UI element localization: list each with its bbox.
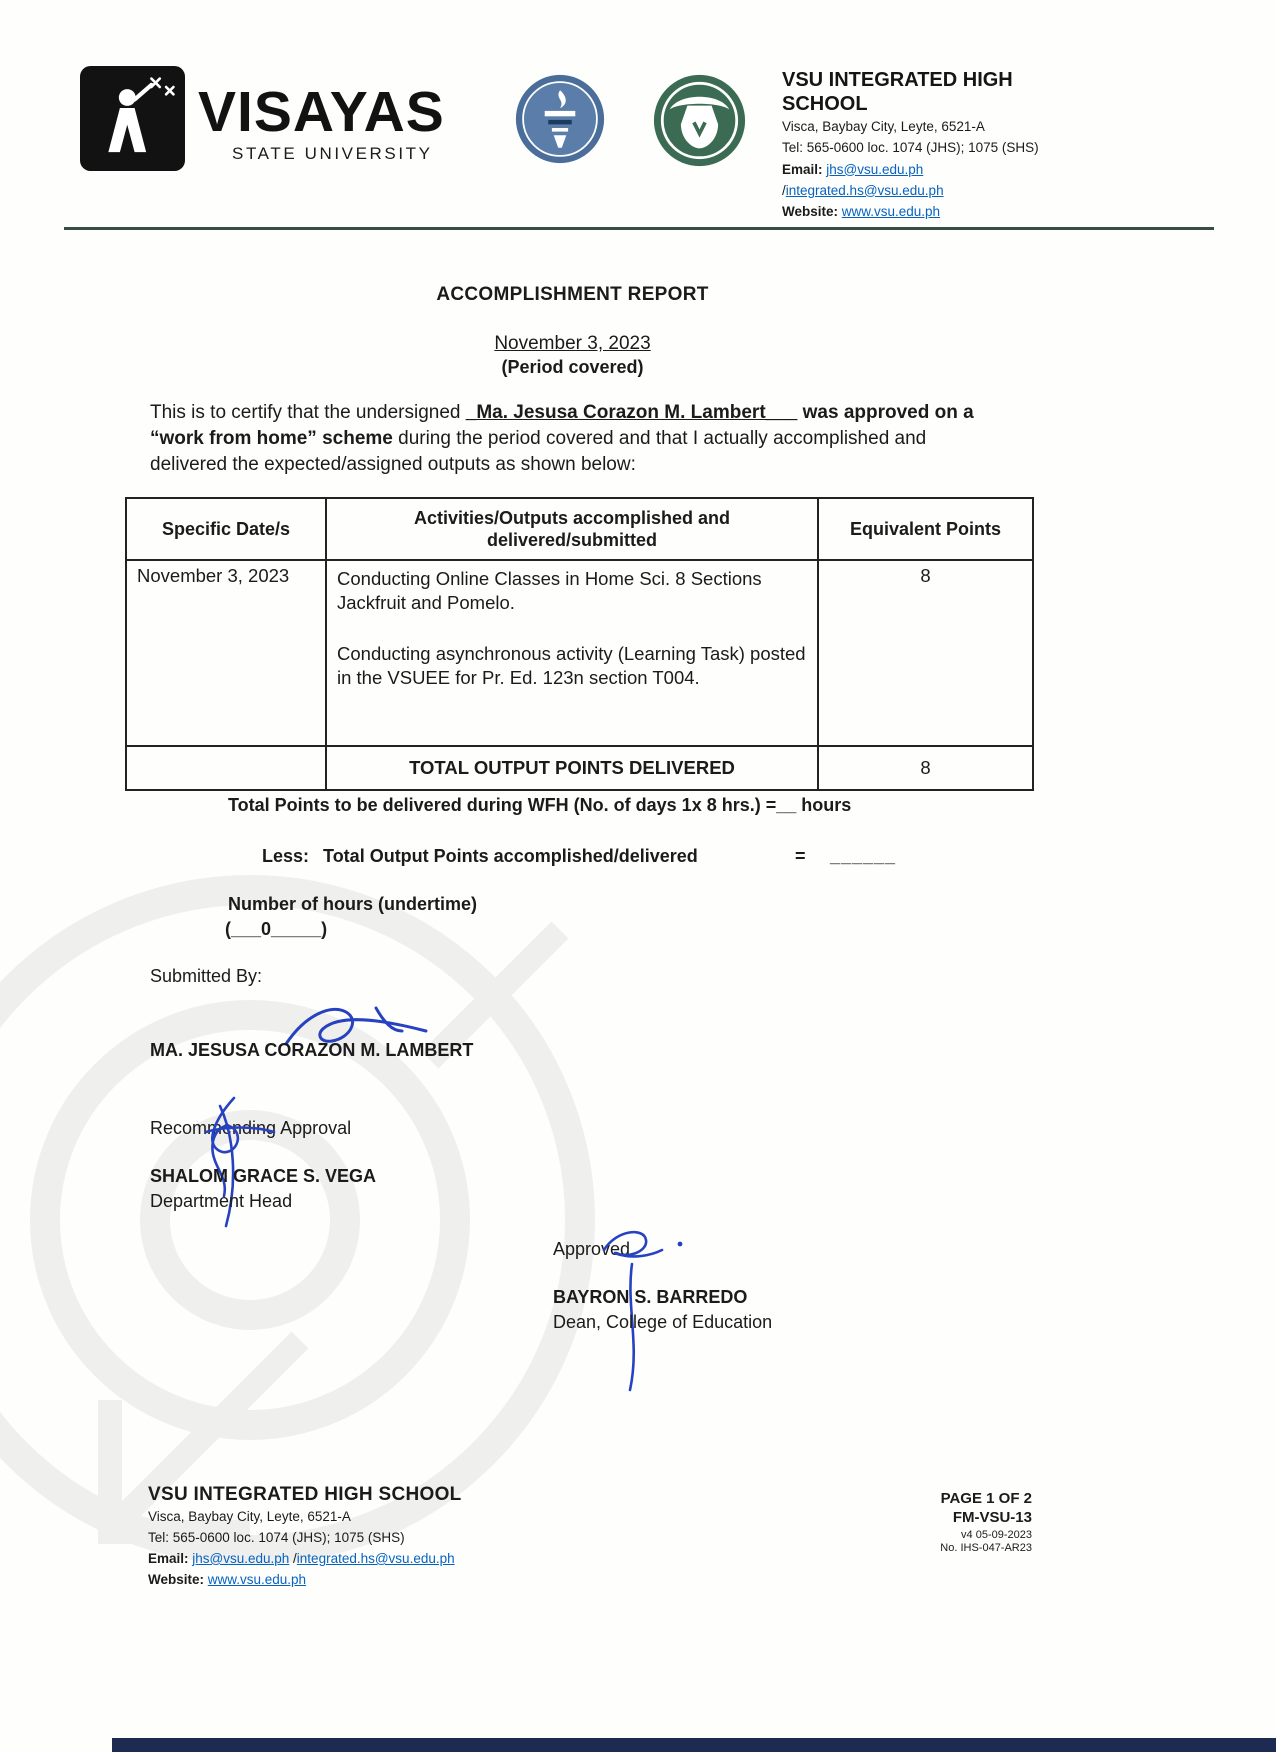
less-label: Less: <box>262 846 310 866</box>
recommender-name: SHALOM GRACE S. VEGA <box>150 1166 377 1186</box>
activity-item-2: Conducting asynchronous activity (Learning Task) posted in the VSUEE for Pr. Ed. 123n section T004. <box>337 642 806 689</box>
school-tel: Tel: 565-0600 loc. 1074 (JHS); 1075 (SHS) <box>782 140 1039 156</box>
vsu-logo-icon <box>80 66 185 171</box>
school-info-block <box>782 68 1062 222</box>
report-date: November 3, 2023 <box>494 333 651 354</box>
approver-name: BAYRON S. BARREDO <box>553 1287 748 1307</box>
email-label: Email: <box>782 161 827 177</box>
cell-equivalent-points: 8 <box>818 560 1033 746</box>
blank-line: ______ <box>830 846 897 866</box>
table-row <box>126 560 1033 746</box>
equals-sign: = <box>795 846 806 866</box>
submitter-name: MA. JESUSA CORAZON M. LAMBERT <box>150 1040 474 1060</box>
footer-website-label: Website: <box>148 1571 208 1587</box>
vsu-watermark <box>0 820 740 1600</box>
footer-email-label: Email: <box>148 1550 193 1566</box>
recommending-approval-label: Recommending Approval <box>150 1118 352 1138</box>
email-link[interactable]: jhs@vsu.edu.ph <box>826 161 924 177</box>
total-output-label: TOTAL OUTPUT POINTS DELIVERED <box>326 746 818 790</box>
total-points-line: Total Points to be delivered during WFH (No. of days 1x 8 hrs.) =__ hours <box>228 795 852 815</box>
email2-prefix: / <box>782 182 786 198</box>
school-email2-line <box>782 181 1062 201</box>
less-text: Total Output Points accomplished/delivered <box>323 846 698 866</box>
footer-website-link[interactable]: www.vsu.edu.ph <box>207 1571 307 1587</box>
cell-empty <box>126 746 326 790</box>
col-header-activities: Activities/Outputs accomplished and delivered/submitted <box>326 498 818 560</box>
school-email-line <box>782 160 1062 180</box>
footer-address: Visca, Baybay City, Leyte, 6521-A <box>148 1509 351 1524</box>
period-covered-label: (Period covered) <box>501 357 644 377</box>
col-header-date: Specific Date/s <box>126 498 326 560</box>
form-version: v4 05-09-2023 <box>961 1529 1032 1541</box>
university-name: VISAYAS <box>198 80 445 144</box>
school-title: VSU INTEGRATED HIGH SCHOOL <box>782 69 1013 115</box>
footer-email-sep: / <box>289 1550 297 1566</box>
form-code: FM-VSU-13 <box>952 1509 1032 1526</box>
accomplishment-table <box>125 497 1034 791</box>
table-header-row <box>126 498 1033 560</box>
website-label: Website: <box>782 204 842 219</box>
approved-label: Approved <box>553 1239 631 1259</box>
school-website-line <box>782 202 1062 222</box>
footer-email-line <box>148 1549 608 1569</box>
page-indicator: PAGE 1 OF 2 <box>940 1490 1032 1507</box>
footer-school-title: VSU INTEGRATED HIGH SCHOOL <box>148 1484 462 1505</box>
school-address: Visca, Baybay City, Leyte, 6521-A <box>782 119 985 134</box>
recommender-title: Department Head <box>150 1191 293 1211</box>
document-title: ACCOMPLISHMENT REPORT <box>436 284 709 305</box>
cell-specific-date: November 3, 2023 <box>126 560 326 746</box>
bottom-scan-bar <box>112 1738 1276 1752</box>
footer-email2-link[interactable]: integrated.hs@vsu.edu.ph <box>296 1550 455 1566</box>
employee-name: _Ma. Jesusa Corazon M. Lambert___ <box>465 402 798 423</box>
torch-seal-icon <box>515 74 605 164</box>
university-wordmark <box>198 80 445 164</box>
cell-activities <box>326 560 818 746</box>
intro-seg2: was approved on a “work from home” scheme <box>150 402 974 450</box>
undertime-label: Number of hours (undertime) <box>228 894 478 914</box>
intro-seg3: during the period covered and that I actually accomplished and delivered the expected/assigned outputs as shown below: <box>150 428 927 476</box>
total-row <box>126 746 1033 790</box>
footer-tel: Tel: 565-0600 loc. 1074 (JHS); 1075 (SHS) <box>148 1529 405 1545</box>
document-number: No. IHS-047-AR23 <box>940 1542 1032 1554</box>
certification-paragraph <box>150 400 1008 478</box>
undertime-value: (___0_____) <box>225 919 328 939</box>
approver-title: Dean, College of Education <box>553 1312 773 1332</box>
total-output-points: 8 <box>818 746 1033 790</box>
website-link[interactable]: www.vsu.edu.ph <box>841 204 941 219</box>
letterhead <box>80 58 1220 218</box>
email2-link[interactable]: integrated.hs@vsu.edu.ph <box>785 182 944 198</box>
activity-item-1: Conducting Online Classes in Home Sci. 8 Sections Jackfruit and Pomelo. <box>337 568 762 614</box>
letterhead-divider <box>64 227 1214 230</box>
intro-seg1: This is to certify that the undersigned <box>150 402 466 423</box>
submitted-by-label: Submitted By: <box>150 966 263 986</box>
col-header-points: Equivalent Points <box>818 498 1033 560</box>
footer-email-link[interactable]: jhs@vsu.edu.ph <box>192 1550 290 1566</box>
footer-school-block <box>148 1484 608 1590</box>
footer-form-block <box>940 1490 1032 1554</box>
carabao-seal-icon <box>653 74 746 167</box>
footer-website-line <box>148 1570 608 1590</box>
university-subtitle: STATE UNIVERSITY <box>232 144 433 163</box>
